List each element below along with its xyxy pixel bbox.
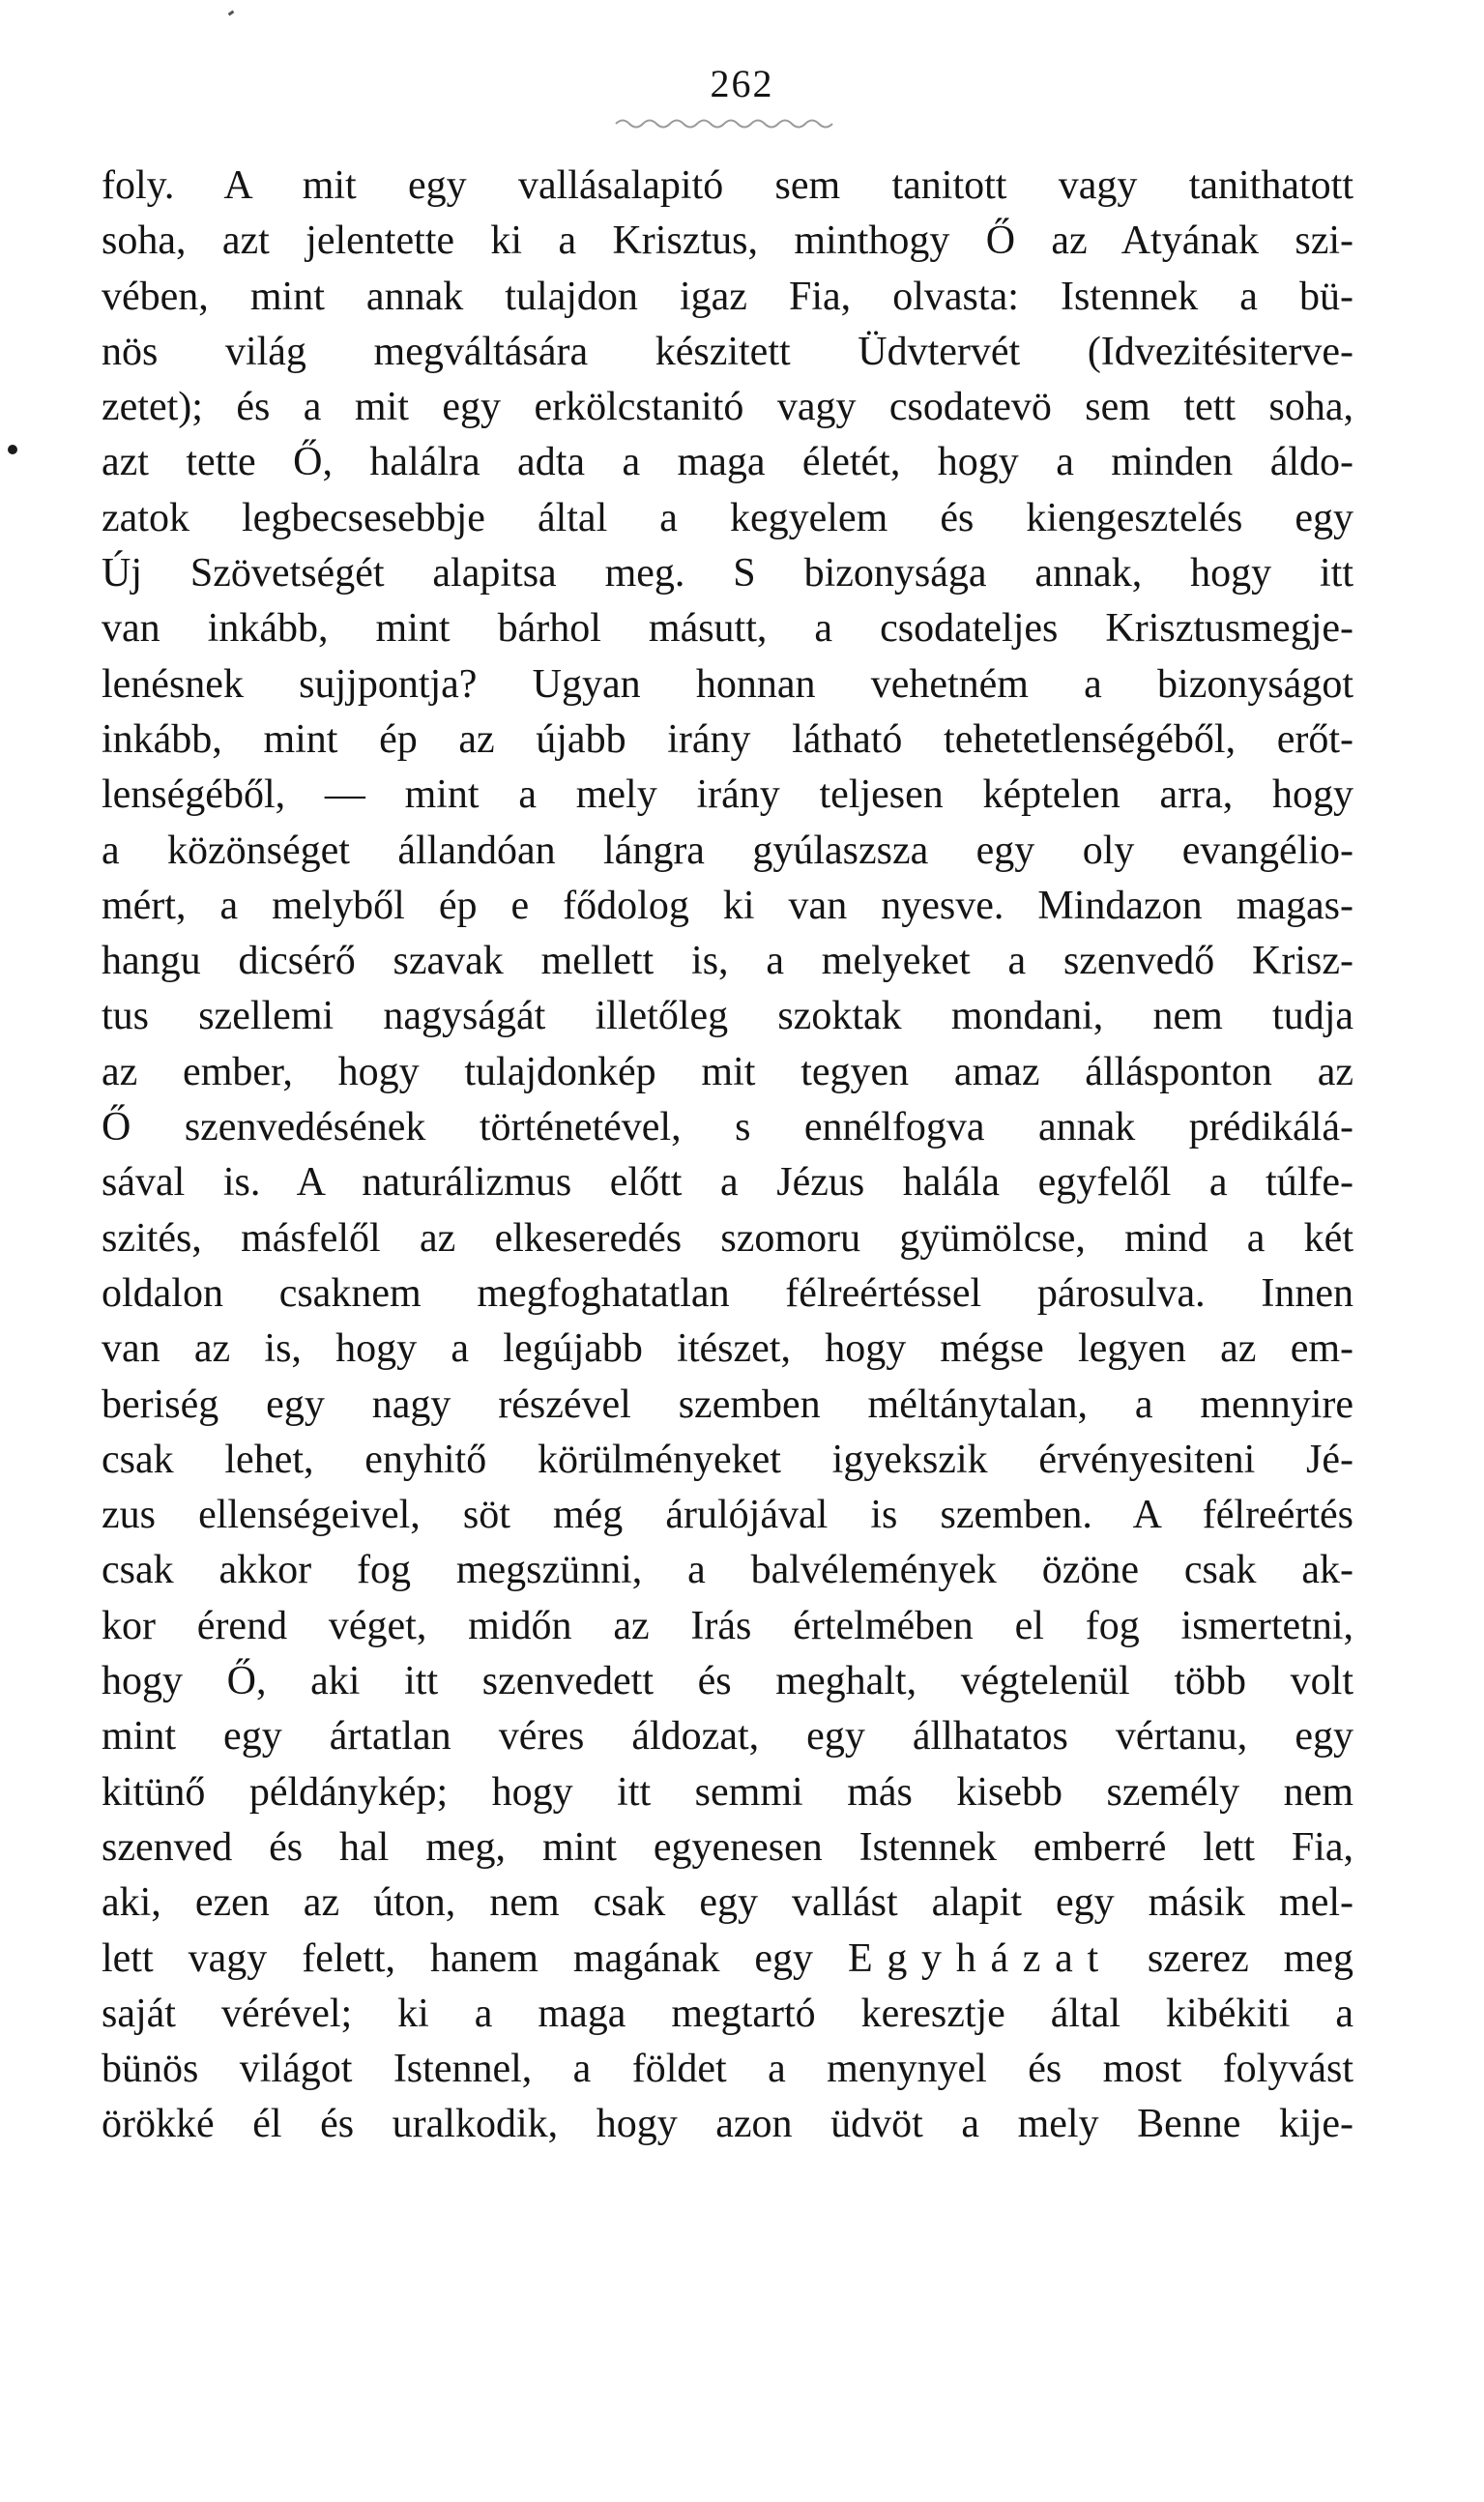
margin-ink-dot — [8, 445, 17, 454]
text-line: foly. A mit egy vallásalapitó sem tanitott vagy tanithatott — [102, 163, 1353, 208]
text-line: sával is. A naturálizmus előtt a Jézus halála egyfelől a túlfe- — [102, 1160, 1353, 1206]
text-line: szités, másfelől az elkeseredés szomoru gyümölcse, mind a két — [102, 1215, 1353, 1261]
text-line: a közönséget állandóan lángra gyúlaszsza egy oly evangélio- — [102, 828, 1353, 873]
text-line: saját vérével; ki a maga megtartó keresztje által kibékiti a — [102, 1991, 1353, 2036]
text-line: hangu dicsérő szavak mellett is, a melyeket a szenvedő Krisz- — [102, 939, 1353, 984]
text-line: csak akkor fog megszünni, a balvélemények özöne csak ak- — [102, 1548, 1353, 1593]
text-line: örökké él és uralkodik, hogy azon üdvöt a mely Benne kije- — [102, 2102, 1353, 2147]
spaced-word: Egyházat — [848, 1935, 1113, 1981]
text-line: csak lehet, enyhitő körülményeket igyekszik érvényesiteni Jé- — [102, 1437, 1353, 1482]
text-line: szenved és hal meg, mint egyenesen Istennek emberré lett Fia, — [102, 1824, 1353, 1870]
text-line: van inkább, mint bárhol másutt, a csodateljes Krisztusmegje- — [102, 606, 1353, 652]
text-line: zus ellenségeivel, söt még árulójával is szemben. A félreértés — [102, 1493, 1353, 1538]
text-line: Ő szenvedésének történetével, s ennélfogva annak prédikálá- — [102, 1105, 1353, 1150]
text-line: az ember, hogy tulajdonkép mit tegyen amaz állásponton az — [102, 1049, 1353, 1094]
text-line: aki, ezen az úton, nem csak egy vallást alapit egy másik mel- — [102, 1880, 1353, 1926]
text-line: zetet); és a mit egy erkölcstanitó vagy csodatevö sem tett soha, — [102, 385, 1353, 430]
body-text — [102, 159, 1353, 2153]
text-line: vében, mint annak tulajdon igaz Fia, olvasta: Istennek a bü- — [102, 274, 1353, 319]
text-line: inkább, mint ép az újabb irány látható tehetetlenségéből, erőt- — [102, 716, 1353, 762]
text-line: hogy Ő, aki itt szenvedett és meghalt, végtelenül több volt — [102, 1659, 1353, 1704]
text-line: tus szellemi nagyságát illetőleg szoktak mondani, nem tudja — [102, 994, 1353, 1039]
corner-speck — [228, 11, 235, 16]
text-line: kor érend véget, midőn az Irás értelmében el fog ismertetni, — [102, 1603, 1353, 1648]
text-line: oldalon csaknem megfoghatatlan félreértéssel párosulva. Innen — [102, 1270, 1353, 1316]
text-line: bünös világot Istennel, a földet a menynyel és most folyvást — [102, 2047, 1353, 2092]
text-line: mért, a melyből ép e fődolog ki van nyesve. Mindazon magas- — [102, 883, 1353, 928]
text-line: nös világ megváltására készitett Üdvtervét (Idvezitésiterve- — [102, 329, 1353, 374]
page-number: 262 — [710, 62, 774, 105]
text-line: mint egy ártatlan véres áldozat, egy állhatatos vértanu, egy — [102, 1714, 1353, 1760]
text-line: lenésnek sujjpontja? Ugyan honnan vehetném a bizonyságot — [102, 661, 1353, 707]
text-line: zatok legbecsesebbje által a kegyelem és kiengesztelés egy — [102, 495, 1353, 540]
text-line: soha, azt jelentette ki a Krisztus, minthogy Ő az Atyának szi- — [102, 218, 1353, 264]
text-line: van az is, hogy a legújabb itészet, hogy mégse legyen az em- — [102, 1326, 1353, 1372]
text-line: lett vagy felett, hanem magának egy Egyházat szerez meg — [102, 1935, 1353, 1981]
text-line: azt tette Ő, halálra adta a maga életét, hogy a minden áldo- — [102, 440, 1353, 485]
text-line: Új Szövetségét alapitsa meg. S bizonysága annak, hogy itt — [102, 551, 1353, 596]
text-line: lenségéből, — mint a mely irány teljesen képtelen arra, hogy — [102, 772, 1353, 818]
text-line: kitünő példánykép; hogy itt semmi más kisebb személy nem — [102, 1769, 1353, 1815]
text-line: beriség egy nagy részével szemben méltánytalan, a mennyire — [102, 1382, 1353, 1427]
wavy-rule-ornament — [614, 114, 836, 133]
